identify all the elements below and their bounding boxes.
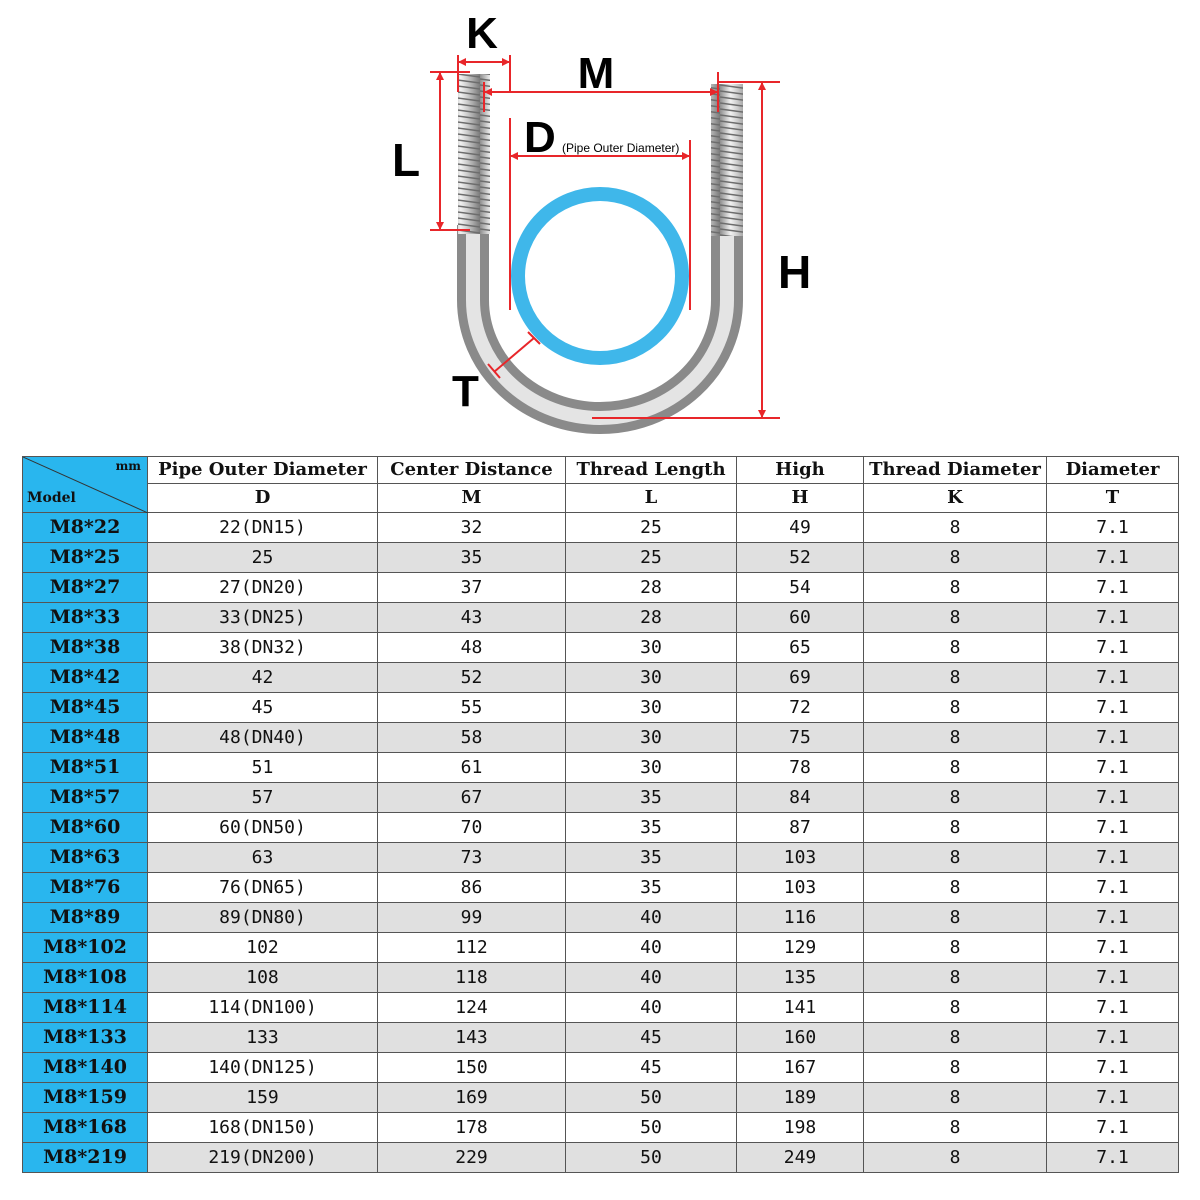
table-cell: 35 — [566, 873, 737, 903]
table-cell: 7.1 — [1047, 693, 1179, 723]
table-cell: 50 — [566, 1113, 737, 1143]
table-cell: 60(DN50) — [148, 813, 378, 843]
table-row — [23, 873, 1179, 903]
model-cell: M8*168 — [23, 1113, 148, 1143]
table-cell: 69 — [737, 663, 864, 693]
table-cell: 103 — [737, 843, 864, 873]
table-row — [23, 813, 1179, 843]
table-cell: 129 — [737, 933, 864, 963]
table-body — [23, 513, 1179, 1173]
table-cell: 7.1 — [1047, 1113, 1179, 1143]
table-cell: 61 — [378, 753, 566, 783]
table-symbol-row — [23, 484, 1179, 513]
table-cell: 143 — [378, 1023, 566, 1053]
table-cell: 135 — [737, 963, 864, 993]
table-cell: 160 — [737, 1023, 864, 1053]
table-cell: 8 — [864, 603, 1047, 633]
table-cell: 7.1 — [1047, 663, 1179, 693]
table-cell: 8 — [864, 513, 1047, 543]
label-d: D — [524, 113, 556, 162]
table-cell: 70 — [378, 813, 566, 843]
label-m: M — [577, 49, 615, 98]
spec-table — [22, 456, 1179, 1173]
table-cell: 52 — [378, 663, 566, 693]
table-cell: 7.1 — [1047, 543, 1179, 573]
table-cell: 167 — [737, 1053, 864, 1083]
table-row — [23, 603, 1179, 633]
model-cell: M8*114 — [23, 993, 148, 1023]
table-cell: 43 — [378, 603, 566, 633]
table-cell: 28 — [566, 573, 737, 603]
table-cell: 8 — [864, 873, 1047, 903]
table-cell: 229 — [378, 1143, 566, 1173]
corner-unit: mm — [115, 459, 141, 473]
model-cell: M8*25 — [23, 543, 148, 573]
table-cell: 35 — [566, 843, 737, 873]
table-cell: 198 — [737, 1113, 864, 1143]
table-cell: 50 — [566, 1143, 737, 1173]
col-title: Thread Length — [566, 457, 737, 484]
table-cell: 25 — [566, 543, 737, 573]
table-cell: 178 — [378, 1113, 566, 1143]
table-cell: 51 — [148, 753, 378, 783]
label-d-note: (Pipe Outer Diameter) — [562, 141, 680, 155]
table-cell: 58 — [378, 723, 566, 753]
table-cell: 37 — [378, 573, 566, 603]
col-symbol: L — [566, 484, 737, 513]
table-row — [23, 933, 1179, 963]
table-cell: 168(DN150) — [148, 1113, 378, 1143]
table-cell: 54 — [737, 573, 864, 603]
u-bolt-diagram — [0, 0, 1200, 440]
table-cell: 159 — [148, 1083, 378, 1113]
table-cell: 114(DN100) — [148, 993, 378, 1023]
table-cell: 8 — [864, 633, 1047, 663]
table-cell: 112 — [378, 933, 566, 963]
table-row — [23, 663, 1179, 693]
table-row — [23, 903, 1179, 933]
table-row — [23, 753, 1179, 783]
table-cell: 22(DN15) — [148, 513, 378, 543]
table-row — [23, 1053, 1179, 1083]
table-cell: 7.1 — [1047, 873, 1179, 903]
table-cell: 40 — [566, 963, 737, 993]
table-cell: 7.1 — [1047, 783, 1179, 813]
table-cell: 42 — [148, 663, 378, 693]
table-row — [23, 1143, 1179, 1173]
model-cell: M8*102 — [23, 933, 148, 963]
label-k: K — [466, 9, 498, 58]
table-cell: 75 — [737, 723, 864, 753]
table-row — [23, 843, 1179, 873]
table-row — [23, 963, 1179, 993]
col-title: Diameter — [1047, 457, 1179, 484]
table-cell: 7.1 — [1047, 753, 1179, 783]
table-row — [23, 1083, 1179, 1113]
model-cell: M8*108 — [23, 963, 148, 993]
table-cell: 8 — [864, 543, 1047, 573]
col-symbol: D — [148, 484, 378, 513]
table-cell: 52 — [737, 543, 864, 573]
table-cell: 8 — [864, 843, 1047, 873]
table-cell: 35 — [566, 783, 737, 813]
model-cell: M8*219 — [23, 1143, 148, 1173]
table-row — [23, 573, 1179, 603]
table-cell: 84 — [737, 783, 864, 813]
corner-model-label: Model — [27, 490, 76, 506]
table-cell: 8 — [864, 813, 1047, 843]
table-cell: 8 — [864, 1053, 1047, 1083]
model-cell: M8*38 — [23, 633, 148, 663]
table-cell: 25 — [148, 543, 378, 573]
col-symbol: H — [737, 484, 864, 513]
table-cell: 169 — [378, 1083, 566, 1113]
table-cell: 124 — [378, 993, 566, 1023]
label-h: H — [778, 246, 812, 298]
label-l: L — [392, 134, 421, 186]
table-cell: 67 — [378, 783, 566, 813]
table-cell: 103 — [737, 873, 864, 903]
table-cell: 8 — [864, 933, 1047, 963]
table-cell: 60 — [737, 603, 864, 633]
table-header-row — [23, 457, 1179, 484]
table-row — [23, 783, 1179, 813]
table-cell: 7.1 — [1047, 603, 1179, 633]
table-cell: 72 — [737, 693, 864, 723]
col-symbol: T — [1047, 484, 1179, 513]
table-cell: 7.1 — [1047, 1023, 1179, 1053]
table-cell: 32 — [378, 513, 566, 543]
table-cell: 8 — [864, 963, 1047, 993]
table-cell: 78 — [737, 753, 864, 783]
table-cell: 8 — [864, 1083, 1047, 1113]
table-row — [23, 543, 1179, 573]
table-cell: 30 — [566, 633, 737, 663]
model-cell: M8*89 — [23, 903, 148, 933]
model-cell: M8*33 — [23, 603, 148, 633]
table-cell: 63 — [148, 843, 378, 873]
table-cell: 30 — [566, 663, 737, 693]
right-thread — [711, 84, 743, 236]
table-cell: 8 — [864, 573, 1047, 603]
table-cell: 7.1 — [1047, 573, 1179, 603]
table-cell: 8 — [864, 783, 1047, 813]
col-title: High — [737, 457, 864, 484]
table-cell: 108 — [148, 963, 378, 993]
table-cell: 45 — [148, 693, 378, 723]
table-cell: 7.1 — [1047, 1053, 1179, 1083]
table-cell: 7.1 — [1047, 723, 1179, 753]
corner-cell — [23, 457, 148, 513]
table-cell: 89(DN80) — [148, 903, 378, 933]
table-cell: 57 — [148, 783, 378, 813]
table-cell: 27(DN20) — [148, 573, 378, 603]
table-cell: 189 — [737, 1083, 864, 1113]
table-cell: 49 — [737, 513, 864, 543]
left-thread — [458, 74, 490, 234]
table-cell: 8 — [864, 753, 1047, 783]
col-symbol: K — [864, 484, 1047, 513]
table-cell: 86 — [378, 873, 566, 903]
model-cell: M8*48 — [23, 723, 148, 753]
col-symbol: M — [378, 484, 566, 513]
table-cell: 30 — [566, 723, 737, 753]
table-cell: 8 — [864, 723, 1047, 753]
table-cell: 28 — [566, 603, 737, 633]
table-cell: 141 — [737, 993, 864, 1023]
table-cell: 7.1 — [1047, 1143, 1179, 1173]
table-cell: 38(DN32) — [148, 633, 378, 663]
col-title: Pipe Outer Diameter — [148, 457, 378, 484]
table-cell: 8 — [864, 1023, 1047, 1053]
table-cell: 8 — [864, 993, 1047, 1023]
table-row — [23, 1023, 1179, 1053]
pipe-circle — [518, 194, 682, 358]
table-cell: 8 — [864, 663, 1047, 693]
model-cell: M8*63 — [23, 843, 148, 873]
table-cell: 35 — [378, 543, 566, 573]
table-cell: 87 — [737, 813, 864, 843]
table-cell: 48 — [378, 633, 566, 663]
table-cell: 102 — [148, 933, 378, 963]
table-cell: 118 — [378, 963, 566, 993]
table-cell: 7.1 — [1047, 843, 1179, 873]
table-cell: 48(DN40) — [148, 723, 378, 753]
model-cell: M8*159 — [23, 1083, 148, 1113]
table-cell: 73 — [378, 843, 566, 873]
table-cell: 99 — [378, 903, 566, 933]
table-cell: 7.1 — [1047, 993, 1179, 1023]
table-cell: 116 — [737, 903, 864, 933]
table-cell: 7.1 — [1047, 933, 1179, 963]
table-cell: 8 — [864, 1113, 1047, 1143]
table-cell: 45 — [566, 1023, 737, 1053]
table-cell: 35 — [566, 813, 737, 843]
table-cell: 8 — [864, 693, 1047, 723]
model-cell: M8*22 — [23, 513, 148, 543]
model-cell: M8*140 — [23, 1053, 148, 1083]
model-cell: M8*42 — [23, 663, 148, 693]
table-cell: 7.1 — [1047, 813, 1179, 843]
table-row — [23, 1113, 1179, 1143]
table-cell: 7.1 — [1047, 513, 1179, 543]
model-cell: M8*76 — [23, 873, 148, 903]
table-cell: 55 — [378, 693, 566, 723]
table-cell: 45 — [566, 1053, 737, 1083]
table-cell: 50 — [566, 1083, 737, 1113]
model-cell: M8*60 — [23, 813, 148, 843]
table-cell: 30 — [566, 753, 737, 783]
table-cell: 40 — [566, 933, 737, 963]
col-title: Center Distance — [378, 457, 566, 484]
table-row — [23, 993, 1179, 1023]
col-title: Thread Diameter — [864, 457, 1047, 484]
table-cell: 140(DN125) — [148, 1053, 378, 1083]
model-cell: M8*133 — [23, 1023, 148, 1053]
table-row — [23, 513, 1179, 543]
label-t: T — [452, 367, 479, 416]
table-cell: 249 — [737, 1143, 864, 1173]
model-cell: M8*57 — [23, 783, 148, 813]
table-cell: 33(DN25) — [148, 603, 378, 633]
table-cell: 8 — [864, 903, 1047, 933]
table-cell: 30 — [566, 693, 737, 723]
table-row — [23, 693, 1179, 723]
table-cell: 25 — [566, 513, 737, 543]
table-cell: 7.1 — [1047, 1083, 1179, 1113]
table-cell: 150 — [378, 1053, 566, 1083]
model-cell: M8*45 — [23, 693, 148, 723]
table-cell: 65 — [737, 633, 864, 663]
table-cell: 8 — [864, 1143, 1047, 1173]
model-cell: M8*51 — [23, 753, 148, 783]
table-cell: 219(DN200) — [148, 1143, 378, 1173]
table-row — [23, 633, 1179, 663]
table-cell: 7.1 — [1047, 633, 1179, 663]
table-cell: 40 — [566, 903, 737, 933]
table-cell: 76(DN65) — [148, 873, 378, 903]
table-cell: 7.1 — [1047, 963, 1179, 993]
table-cell: 40 — [566, 993, 737, 1023]
table-cell: 7.1 — [1047, 903, 1179, 933]
table-cell: 133 — [148, 1023, 378, 1053]
model-cell: M8*27 — [23, 573, 148, 603]
table-row — [23, 723, 1179, 753]
